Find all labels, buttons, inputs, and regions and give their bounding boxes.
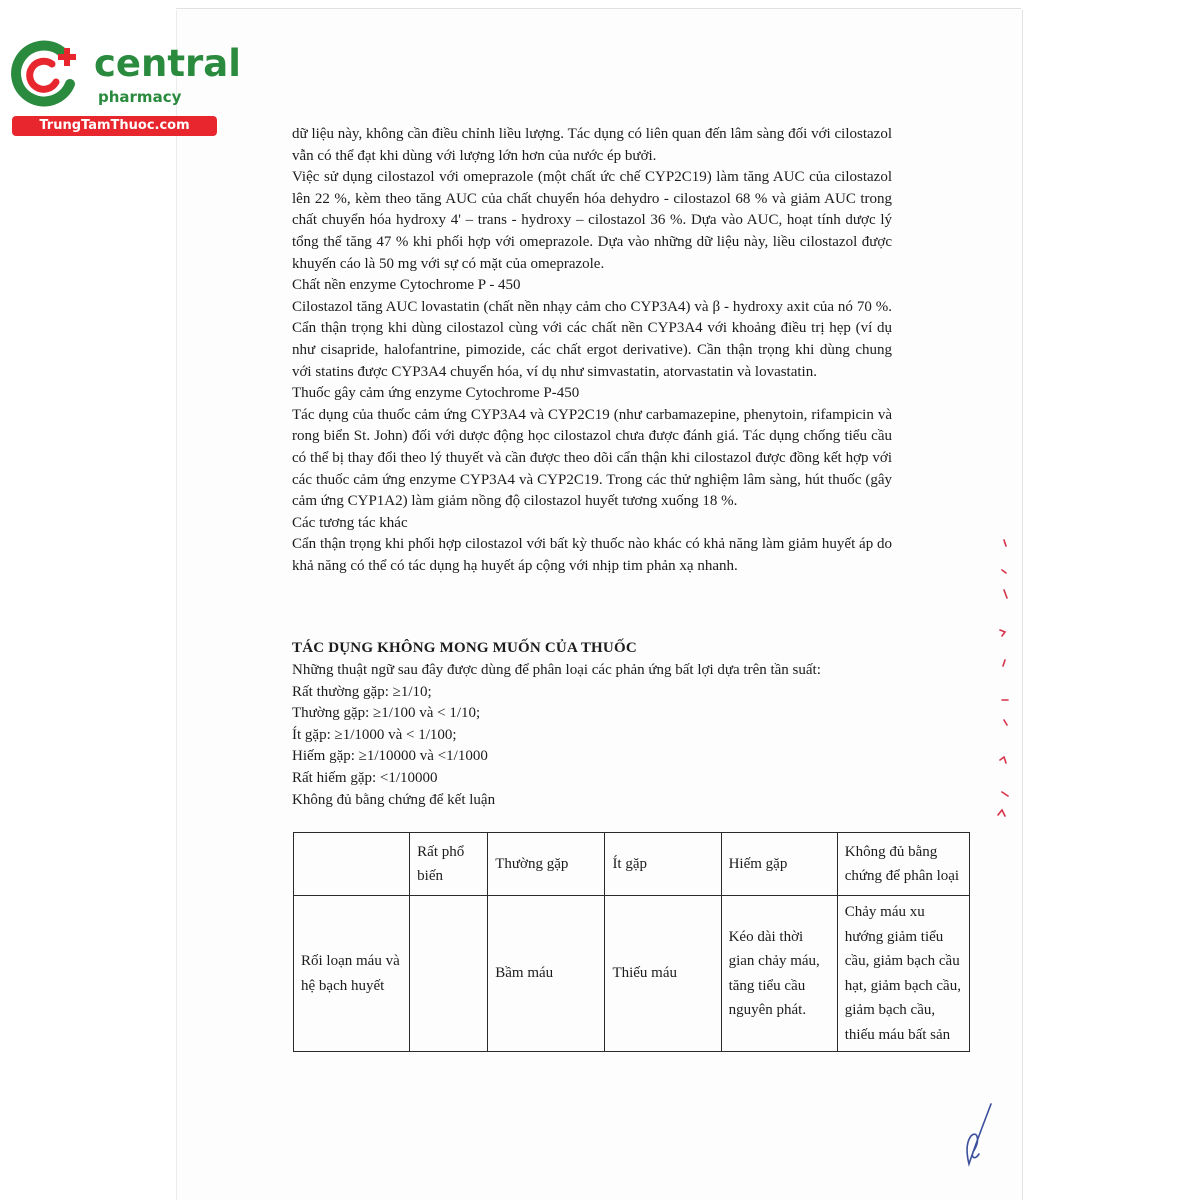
paragraph: Tác dụng của thuốc cảm ứng CYP3A4 và CYP2C19 (như carbamazepine, phenytoin, rifampicin và rong biển St. John) đối với dược động học cilostazol chưa được đánh giá. Tác dụng chống tiểu cầu có thể bị thay đổi theo lý thuyết và cần được theo dõi cẩn thận khi cilostazol được đồng kết hợp với các thuốc cảm ứng enzyme CYP3A4 và CYP2C19. Trong các thử nghiệm lâm sàng, hút thuốc (gây cảm ứng CYP1A2) làm giảm nồng độ cilostazol huyết tương xuống 18 %. <box>292 406 892 510</box>
table-header-cell: Rất phổ biến <box>410 833 488 896</box>
frequency-line: Ít gặp: ≥1/1000 và < 1/100; <box>292 726 457 743</box>
frequency-line: Rất thường gặp: ≥1/10; <box>292 683 432 700</box>
frequency-line: Thường gặp: ≥1/100 và < 1/10; <box>292 705 481 722</box>
table-header-cell: Không đủ bằng chứng để phân loại <box>837 833 969 896</box>
table-header-row <box>294 833 970 896</box>
brand-name: central <box>94 42 241 85</box>
table-cell: Kéo dài thời gian chảy máu, tăng tiểu cầu nguyên phát. <box>721 896 837 1052</box>
table-cell: Rối loạn máu và hệ bạch huyết <box>294 896 410 1052</box>
table-header-cell: Hiếm gặp <box>721 833 837 896</box>
brand-subtitle: pharmacy <box>98 88 182 106</box>
paragraph: Việc sử dụng cilostazol với omeprazole (một chất ức chế CYP2C19) làm tăng AUC của cilostazol lên 22 %, kèm theo tăng AUC của chất chuyển hóa dehydro - cilostazol 68 % và giảm AUC trong chất chuyển hóa hydroxy 4' – trans - hydroxy – cilostazol 36 %. Dựa vào AUC, hoạt tính dược lý tổng thể tăng 47 % khi phối hợp với omeprazole. Dựa vào những dữ liệu này, liều cilostazol được khuyến cáo là 50 mg với sự có mặt của omeprazole. <box>292 169 892 272</box>
table-cell: Chảy máu xu hướng giảm tiểu cầu, giảm bạch cầu hạt, giảm bạch cầu, giảm bạch cầu, thiếu máu bất sản <box>837 896 969 1052</box>
paragraph: Cẩn thận trọng khi phối hợp cilostazol với bất kỳ thuốc nào khác có khả năng làm giảm huyết áp do khả năng có thể có tác dụng hạ huyết áp cộng với nhịp tim phản xạ nhanh. <box>292 536 892 574</box>
paragraph: Cilostazol tăng AUC lovastatin (chất nền nhạy cảm cho CYP3A4) và β - hydroxy axit của nó 70 %. Cẩn thận trọng khi dùng cilostazol cùng với các chất nền CYP3A4 với khoảng điều trị hẹp (ví dụ như cisapride, halofantrine, pimozide, các chất ergot derivative). Cần thận trọng khi dùng chung với statins được CYP3A4 chuyển hóa, ví dụ như simvastatin, atorvastatin và lovastatin. <box>292 298 892 380</box>
table-cell: Thiếu máu <box>605 896 721 1052</box>
table-header-cell: Ít gặp <box>605 833 721 896</box>
subheading: Chất nền enzyme Cytochrome P - 450 <box>292 277 521 294</box>
frequency-line: Những thuật ngữ sau đây được dùng để phân loại các phản ứng bất lợi dựa trên tần suất: <box>292 662 821 678</box>
pharmacy-logo-icon <box>10 38 84 112</box>
table-cell: Bầm máu <box>488 896 605 1052</box>
scan-top-edge <box>176 8 1021 9</box>
frequency-definitions <box>292 660 892 811</box>
subheading: Thuốc gây cảm ứng enzyme Cytochrome P-450 <box>292 385 580 402</box>
subheading: Các tương tác khác <box>292 514 408 531</box>
table-cell <box>410 896 488 1052</box>
table-row <box>294 896 970 1052</box>
table-header-cell <box>294 833 410 896</box>
brand-website[interactable]: TrungTamThuoc.com <box>12 116 217 136</box>
section-heading: TÁC DỤNG KHÔNG MONG MUỐN CỦA THUỐC <box>292 640 637 656</box>
paragraph: dữ liệu này, không cần điều chỉnh liều lượng. Tác dụng có liên quan đến lâm sàng đối với cilostazol vẫn có thể đạt khi dùng với lượng lớn hơn của nước ép bưởi. <box>292 126 892 164</box>
interactions-text <box>292 124 892 577</box>
frequency-line: Rất hiếm gặp: <1/10000 <box>292 769 438 786</box>
table-header-cell: Thường gặp <box>488 833 605 896</box>
signature-mark <box>955 1100 1000 1170</box>
frequency-line: Không đủ bằng chứng để kết luận <box>292 791 496 808</box>
margin-annotation-marks <box>990 530 1020 830</box>
adverse-effects-table <box>293 832 970 1052</box>
central-pharmacy-logo[interactable] <box>8 36 241 136</box>
frequency-line: Hiếm gặp: ≥1/10000 và <1/1000 <box>292 748 488 765</box>
